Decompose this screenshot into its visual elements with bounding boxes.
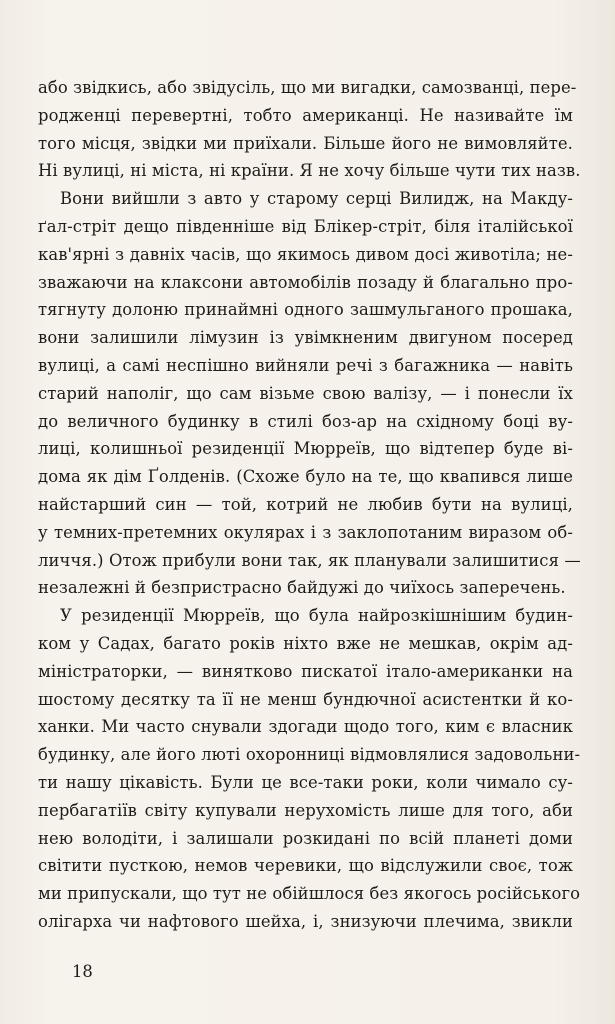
text-line: У резиденції Мюрреїв, що була найрозкішнішим будин- (60, 606, 573, 626)
text-line: тягнуту долоню принаймні одного зашмульганого прошака, (38, 300, 573, 320)
text-line: зважаючи на клаксони автомобілів позаду й благально про- (38, 272, 573, 292)
text-line: світити пусткою, немов черевики, що відслужили своє, тож (38, 856, 573, 876)
text-line: вони залишили лімузин із увімкненим двигуном посеред (38, 328, 573, 348)
text-line: ми припускали, що тут не обійшлося без якогось російського (38, 884, 581, 904)
page-number: 18 (72, 962, 93, 981)
text-line: найстарший син — той, котрий не любив бути на вулиці, (38, 494, 573, 514)
text-line: або звідкись, або звідусіль, що ми вигадки, самозванці, пере- (38, 78, 577, 97)
text-line: у темних-претемних окулярах і з заклопотаним виразом об- (38, 522, 573, 542)
text-line: Ні вулиці, ні міста, ні країни. Я не хочу більше чути тих назв. (38, 161, 581, 181)
text-line: міністраторки, — винятково пискатої італо-американки на (38, 661, 573, 681)
text-line: Вони вийшли з авто у старому серці Вилидж, на Макду- (60, 189, 573, 209)
text-line: будинку, але його люті охоронниці відмовлялися задовольни- (38, 745, 581, 765)
text-line: ти нашу цікавість. Були це все-таки роки, коли чимало су- (38, 772, 573, 792)
text-line: ком у Садах, багато років ніхто вже не мешкав, окрім ад- (38, 633, 573, 653)
text-line: нею володіти, і залишали розкидані по всій планеті доми (38, 828, 573, 848)
text-line: того місця, звідки ми приїхали. Більше його не вимовляйте. (38, 133, 573, 153)
text-line: лиці, колишньої резиденції Мюрреїв, що відтепер буде ві- (38, 439, 573, 459)
text-line: кав'ярні з давніх часів, що якимось дивом досі животіла; не- (38, 244, 573, 264)
text-line: до величного будинку в стилі боз-ар на східному боці ву- (38, 411, 573, 431)
text-line: ґал-стріт дещо південніше від Блікер-стріт, біля італійської (38, 216, 573, 236)
text-line: ханки. Ми часто снували здогади щодо того, ким є власник (38, 717, 573, 737)
text-line: олігарха чи нафтового шейха, і, знизуючи плечима, звикли (38, 911, 573, 931)
text-line: незалежні й безпристрасно байдужі до чиїхось заперечень. (38, 578, 566, 598)
text-line: вулиці, а самі неспішно вийняли речі з багажника — навіть (38, 355, 573, 375)
text-line: пербагатіїв світу купували нерухомість лише для того, аби (38, 800, 573, 820)
text-line: дома як дім Ґолденів. (Схоже було на те, що квапився лише (38, 467, 573, 487)
text-line: старий наполіг, що сам візьме свою валізу, — і понесли їх (38, 383, 573, 403)
text-line: шостому десятку та її не менш бундючної асистентки й ко- (38, 689, 573, 709)
text-line: личчя.) Отож прибули вони так, як планували залишитися — (38, 550, 581, 570)
text-line: родженці перевертні, тобто американці. Не називайте їм (38, 105, 573, 125)
body-text (38, 74, 581, 936)
